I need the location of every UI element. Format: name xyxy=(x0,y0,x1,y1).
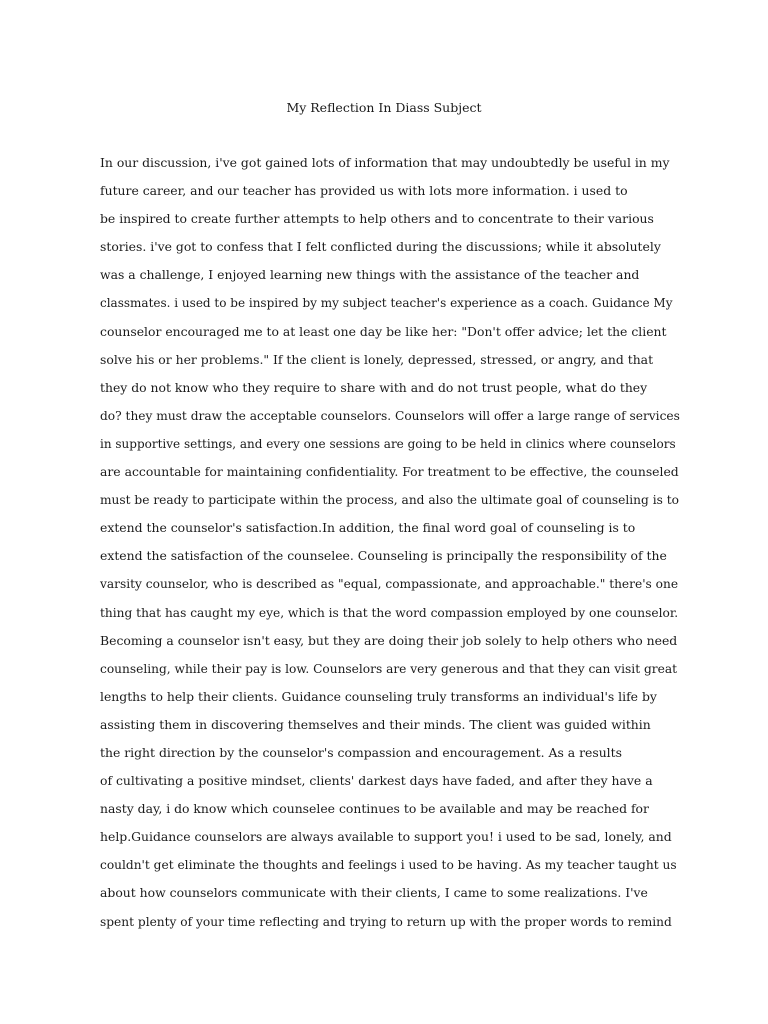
body-line: they do not know who they require to share with and do not trust people, what do they xyxy=(100,379,648,395)
body-line: extend the satisfaction of the counselee. Counseling is principally the responsibility of the xyxy=(100,548,667,564)
body-line: do? they must draw the acceptable counselors. Counselors will offer a large range of services xyxy=(100,408,680,423)
body-line: varsity counselor, who is described as "equal, compassionate, and approachable." there's one xyxy=(100,577,679,592)
body-line: the right direction by the counselor's compassion and encouragement. As a results xyxy=(100,744,622,760)
body-line: future career, and our teacher has provided us with lots more information. i used to xyxy=(100,183,628,199)
body-line: counseling, while their pay is low. Counselors are very generous and that they can visit great xyxy=(100,661,677,676)
body-line: lengths to help their clients. Guidance counseling truly transforms an individual's life by xyxy=(100,688,657,704)
body-line: thing that has caught my eye, which is that the word compassion employed by one counselor. xyxy=(100,605,679,620)
body-line: nasty day, i do know which counselee continues to be available and may be reached for xyxy=(100,801,649,817)
body-line: stories. i've got to confess that I felt conflicted during the discussions; while it absolutely xyxy=(100,239,661,255)
body-line: counselor encouraged me to at least one day be like her: "Don't offer advice; let the client xyxy=(100,323,667,339)
body-line: in supportive settings, and every one sessions are going to be held in clinics where counselors xyxy=(100,436,676,451)
body-line: extend the counselor's satisfaction.In addition, the final word goal of counseling is to xyxy=(100,520,636,536)
body-line: couldn't get eliminate the thoughts and feelings i used to be having. As my teacher taught us xyxy=(100,858,677,873)
document-body xyxy=(100,152,680,939)
body-line: In our discussion, i've got gained lots of information that may undoubtedly be useful in my xyxy=(100,155,670,170)
body-line: Becoming a counselor isn't easy, but they are doing their job solely to help others who need xyxy=(100,632,678,648)
body-line: must be ready to participate within the process, and also the ultimate goal of counseling is to xyxy=(100,493,679,508)
body-line: spent plenty of your time reflecting and trying to return up with the proper words to remind xyxy=(100,914,672,929)
body-line: was a challenge, I enjoyed learning new things with the assistance of the teacher and xyxy=(100,267,640,283)
body-line: assisting them in discovering themselves and their minds. The client was guided within xyxy=(100,716,651,732)
body-line: help.Guidance counselors are always available to support you! i used to be sad, lonely, and xyxy=(100,829,672,845)
body-line: solve his or her problems." If the client is lonely, depressed, stressed, or angry, and that xyxy=(100,351,654,367)
body-line: about how counselors communicate with their clients, I came to some realizations. I've xyxy=(100,885,648,901)
body-line: classmates. i used to be inspired by my subject teacher's experience as a coach. Guidance My xyxy=(100,296,673,311)
document-title: My Reflection In Diass Subject xyxy=(286,100,482,115)
body-line: be inspired to create further attempts to help others and to concentrate to their various xyxy=(100,211,654,227)
body-line: of cultivating a positive mindset, clients' darkest days have faded, and after they have a xyxy=(100,773,653,789)
body-line: are accountable for maintaining confidentiality. For treatment to be effective, the counseled xyxy=(100,464,679,480)
